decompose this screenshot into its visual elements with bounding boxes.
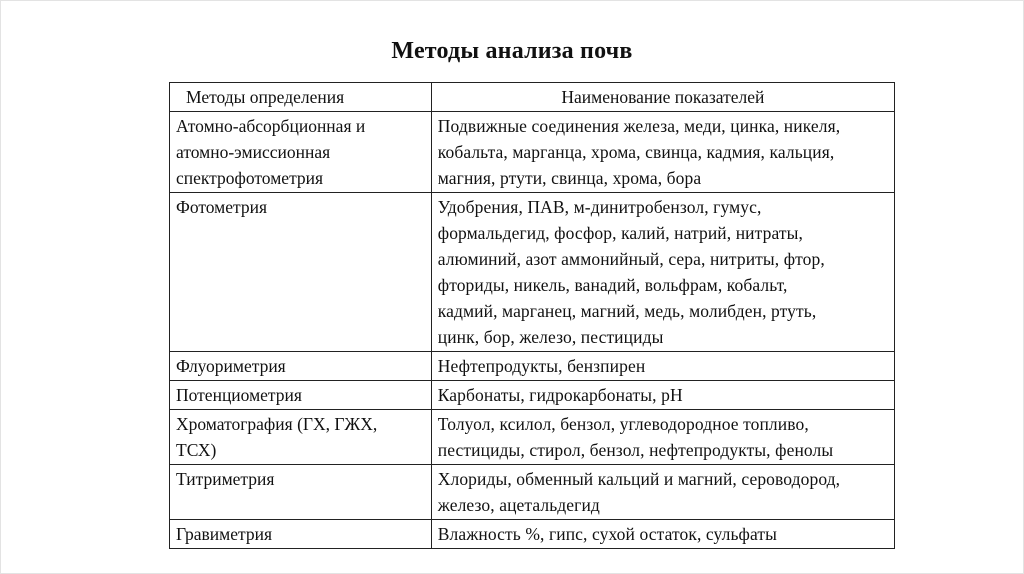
method-line: Флуориметрия	[176, 356, 286, 376]
table-header-row	[170, 83, 895, 112]
method-cell	[170, 465, 432, 520]
column-header-methods: Методы определения	[170, 83, 432, 112]
method-cell	[170, 193, 432, 352]
table-row	[170, 465, 895, 520]
method-line: спектрофотометрия	[176, 168, 324, 188]
indicator-line: кобальта, марганца, хрома, свинца, кадмия, кальция,	[437, 142, 835, 162]
indicators-cell	[431, 381, 894, 410]
indicators-cell	[431, 520, 894, 549]
table-row	[170, 193, 895, 352]
method-line: Атомно-абсорбционная и	[176, 116, 366, 136]
method-line: Хроматография (ГХ, ГЖХ,	[176, 414, 378, 434]
methods-table	[169, 82, 895, 549]
method-cell	[170, 381, 432, 410]
indicator-line: пестициды, стирол, бензол, нефтепродукты, фенолы	[437, 440, 834, 460]
indicator-line: Влажность %, гипс, сухой остаток, сульфаты	[437, 524, 777, 544]
method-line: Гравиметрия	[176, 524, 273, 544]
indicator-line: формальдегид, фосфор, калий, натрий, нитраты,	[437, 223, 803, 243]
table-row	[170, 352, 895, 381]
indicators-cell	[431, 193, 894, 352]
indicator-line: Нефтепродукты, бензпирен	[437, 356, 646, 376]
table-row	[170, 410, 895, 465]
method-line: Потенциометрия	[176, 385, 302, 405]
indicators-cell	[431, 410, 894, 465]
method-cell	[170, 352, 432, 381]
method-cell	[170, 112, 432, 193]
method-line: атомно-эмиссионная	[176, 142, 331, 162]
indicators-cell	[431, 112, 894, 193]
indicator-line: цинк, бор, железо, пестициды	[437, 327, 664, 347]
indicators-cell	[431, 465, 894, 520]
indicator-line: Хлориды, обменный кальций и магний, сероводород,	[437, 469, 841, 489]
indicator-line: магния, ртути, свинца, хрома, бора	[437, 168, 702, 188]
indicator-line: железо, ацетальдегид	[437, 495, 600, 515]
table-row	[170, 520, 895, 549]
indicator-line: Толуол, ксилол, бензол, углеводородное топливо,	[437, 414, 809, 434]
method-line: Фотометрия	[176, 197, 268, 217]
method-line: ТСХ)	[176, 440, 217, 460]
indicator-line: кадмий, марганец, магний, медь, молибден, ртуть,	[437, 301, 817, 321]
method-cell	[170, 410, 432, 465]
column-header-indicators: Наименование показателей	[431, 83, 894, 112]
method-line: Титриметрия	[176, 469, 275, 489]
table-row	[170, 381, 895, 410]
page-title: Методы анализа почв	[391, 38, 633, 64]
indicator-line: алюминий, азот аммонийный, сера, нитриты, фтор,	[437, 249, 825, 269]
indicators-cell	[431, 352, 894, 381]
indicator-line: Карбонаты, гидрокарбонаты, pH	[437, 385, 683, 405]
indicator-line: Подвижные соединения железа, меди, цинка, никеля,	[437, 116, 841, 136]
method-cell	[170, 520, 432, 549]
indicator-line: Удобрения, ПАВ, м-динитробензол, гумус,	[437, 197, 762, 217]
indicator-line: фториды, никель, ванадий, вольфрам, кобальт,	[437, 275, 788, 295]
table-row	[170, 112, 895, 193]
